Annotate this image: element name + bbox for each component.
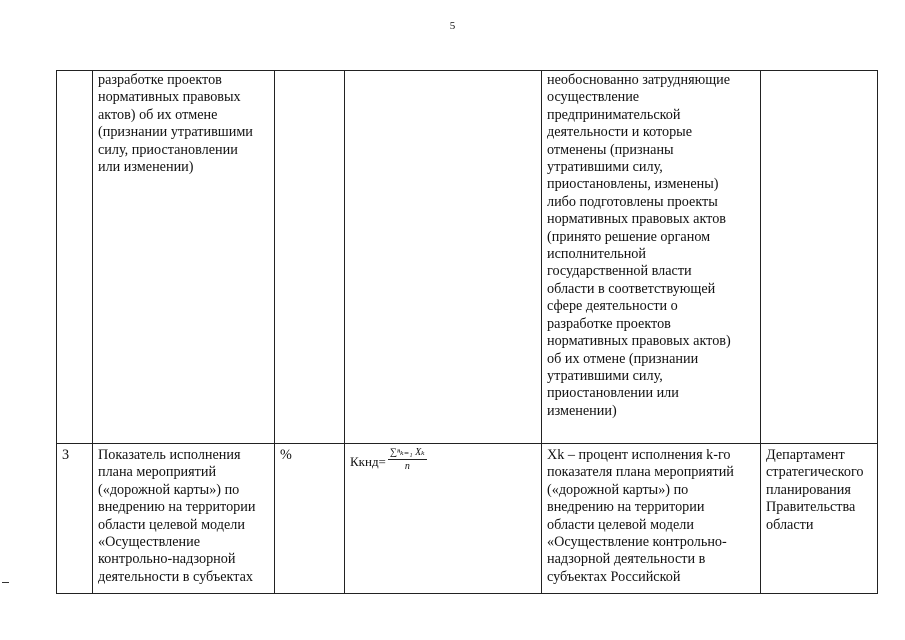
- text-line: нормативных правовых актов): [547, 333, 731, 350]
- cell-responsible: [761, 71, 878, 444]
- formula-denominator: n: [404, 461, 410, 472]
- cell-formula: [345, 71, 542, 444]
- text-line: Показатель исполнения: [98, 447, 241, 463]
- text-line: контрольно-надзорной: [98, 551, 236, 568]
- cell-responsible: [761, 444, 878, 594]
- text-line: изменении): [547, 402, 617, 419]
- text-line: нормативных правовых: [98, 89, 241, 106]
- formula-numerator: ∑ⁿₖ₌₁ Xₖ: [389, 447, 425, 458]
- text-line: области: [766, 516, 814, 533]
- indicators-table: [56, 70, 878, 594]
- text-line: приостановлении или: [547, 385, 679, 402]
- cell-indicator: [93, 444, 275, 594]
- text-line: силу, приостановлении: [98, 141, 238, 158]
- cell-description: [542, 71, 761, 444]
- text-line: планирования: [766, 481, 851, 498]
- text-line: «Осуществление: [98, 534, 200, 551]
- cell-unit: %: [275, 444, 345, 594]
- text-line: внедрению на территории: [547, 499, 705, 516]
- text-line: плана мероприятий: [98, 464, 217, 481]
- text-line: или изменении): [98, 159, 194, 176]
- text-line: (принято решение органом: [547, 228, 711, 245]
- text-line: отменены (признаны: [547, 141, 674, 158]
- table-row-3: [57, 444, 878, 594]
- cell-formula: [345, 444, 542, 594]
- text-line: разработке проектов: [547, 315, 671, 332]
- cell-number: 3: [57, 444, 93, 594]
- text-line: государственной власти: [547, 263, 692, 280]
- text-line: субъектах Российской: [547, 568, 681, 585]
- text-line: Департамент: [766, 447, 845, 463]
- text-line: внедрению на территории: [98, 499, 256, 516]
- text-line: об их отмене (признании: [547, 350, 699, 367]
- text-line: осуществление: [547, 89, 640, 106]
- text-line: деятельности в субъектах: [98, 568, 253, 585]
- table-row-continuation: [57, 71, 878, 444]
- margin-tick-mark: [2, 582, 9, 583]
- text-line: разработке проектов: [98, 72, 222, 88]
- text-line: Правительства: [766, 499, 856, 516]
- formula-fraction: [388, 447, 427, 472]
- cell-number: [57, 71, 93, 444]
- text-line: актов) об их отмене: [98, 106, 218, 123]
- cell-unit: [275, 71, 345, 444]
- text-line: показателя плана мероприятий: [547, 464, 734, 481]
- text-line: «Осуществление контрольно-: [547, 534, 727, 551]
- text-line: («дорожной карты») по: [547, 481, 689, 498]
- text-line: необоснованно затрудняющие: [547, 72, 731, 88]
- cell-indicator: [93, 71, 275, 444]
- text-line: сфере деятельности о: [547, 298, 678, 315]
- text-line: области в соответствующей: [547, 280, 716, 297]
- text-line: исполнительной: [547, 246, 646, 263]
- text-line: либо подготовлены проекты: [547, 193, 718, 210]
- formula-lhs: Ккнд=: [350, 454, 386, 469]
- text-line: деятельности и которые: [547, 124, 693, 141]
- text-line: области целевой модели: [98, 516, 245, 533]
- page-number: 5: [449, 20, 456, 32]
- text-line: («дорожной карты») по: [98, 481, 240, 498]
- text-line: приостановлены, изменены): [547, 176, 719, 193]
- text-line: стратегического: [766, 464, 864, 481]
- text-line: надзорной деятельности в: [547, 551, 706, 568]
- text-line: Xk – процент исполнения k-го: [547, 447, 731, 463]
- text-line: нормативных правовых актов: [547, 211, 726, 228]
- cell-description: [542, 444, 761, 594]
- text-line: (признании утратившими: [98, 124, 253, 141]
- text-line: утратившими силу,: [547, 367, 663, 384]
- formula: [350, 447, 536, 472]
- text-line: области целевой модели: [547, 516, 694, 533]
- text-line: утратившими силу,: [547, 159, 663, 176]
- text-line: предпринимательской: [547, 106, 681, 123]
